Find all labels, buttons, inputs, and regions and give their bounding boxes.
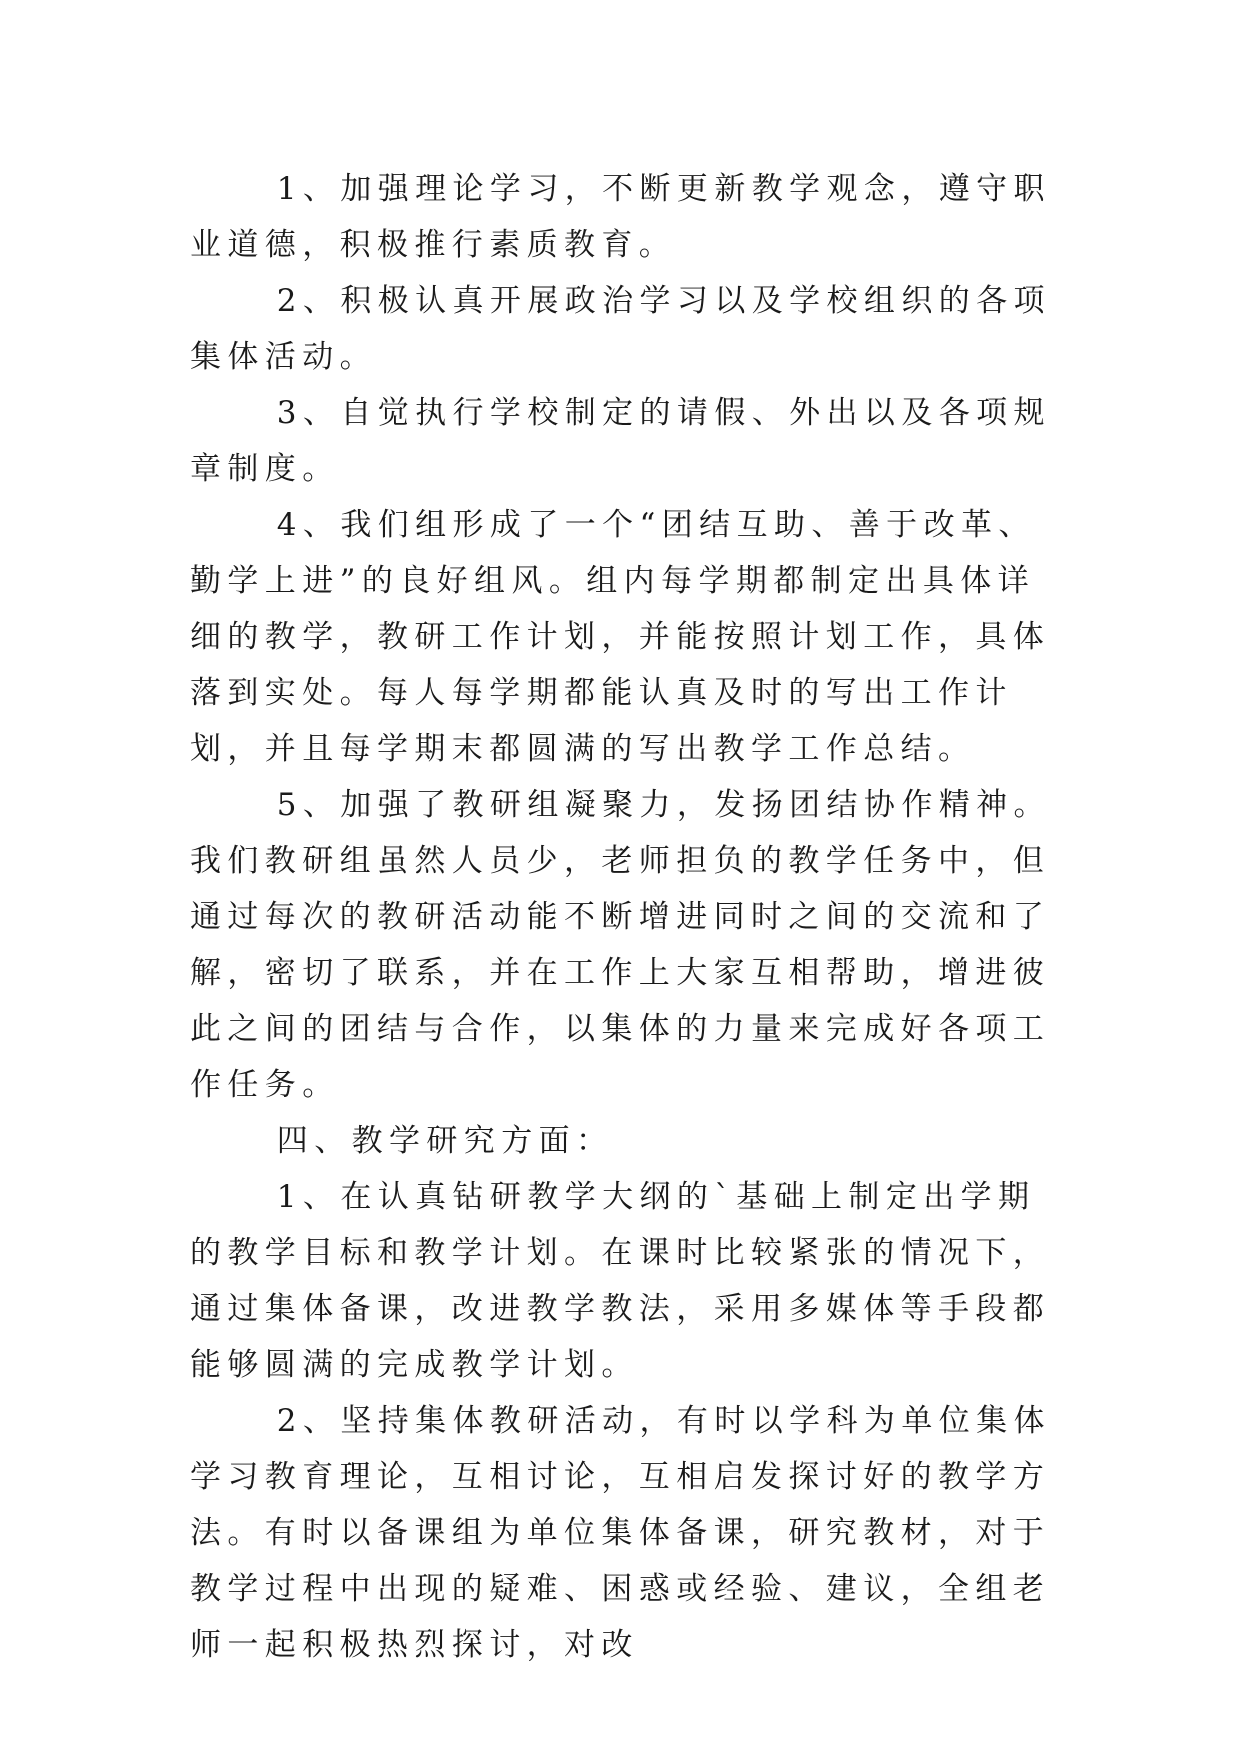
section-heading-teaching-research: 四、教学研究方面：	[276, 1123, 614, 1159]
paragraph-item-1: 1、加强理论学习，不断更新教学观念，遵守职业道德，积极推行素质教育。	[190, 171, 1051, 263]
paragraph-item-2: 2、积极认真开展政治学习以及学校组织的各项集体活动。	[190, 283, 1051, 375]
paragraph-item-5: 5、加强了教研组凝聚力，发扬团结协作精神。我们教研组虽然人员少，老师担负的教学任务中，但通过每次的教研活动能不断增进同时之间的交流和了解，密切了联系，并在工作上大家互相帮助，增进彼此之间的团结与合作，以集体的力量来完成好各项工作任务。	[190, 787, 1051, 1103]
paragraph-item-4: 4、我们组形成了一个“团结互助、善于改革、勤学上进”的良好组风。组内每学期都制定出具体详细的教学，教研工作计划，并能按照计划工作，具体落到实处。每人每学期都能认真及时的写出工作计划，并且每学期末都圆满的写出教学工作总结。	[190, 507, 1051, 767]
paragraph-research-1: 1、在认真钻研教学大纲的`基础上制定出学期的教学目标和教学计划。在课时比较紧张的情况下，通过集体备课，改进教学教法，采用多媒体等手段都能够圆满的完成教学计划。	[190, 1179, 1051, 1383]
paragraph-item-3: 3、自觉执行学校制定的请假、外出以及各项规章制度。	[190, 395, 1051, 487]
document-body	[190, 161, 1060, 1673]
paragraph-research-2: 2、坚持集体教研活动，有时以学科为单位集体学习教育理论，互相讨论，互相启发探讨好的教学方法。有时以备课组为单位集体备课，研究教材，对于教学过程中出现的疑难、困惑或经验、建议，全组老师一起积极热烈探讨，对改	[190, 1403, 1051, 1663]
